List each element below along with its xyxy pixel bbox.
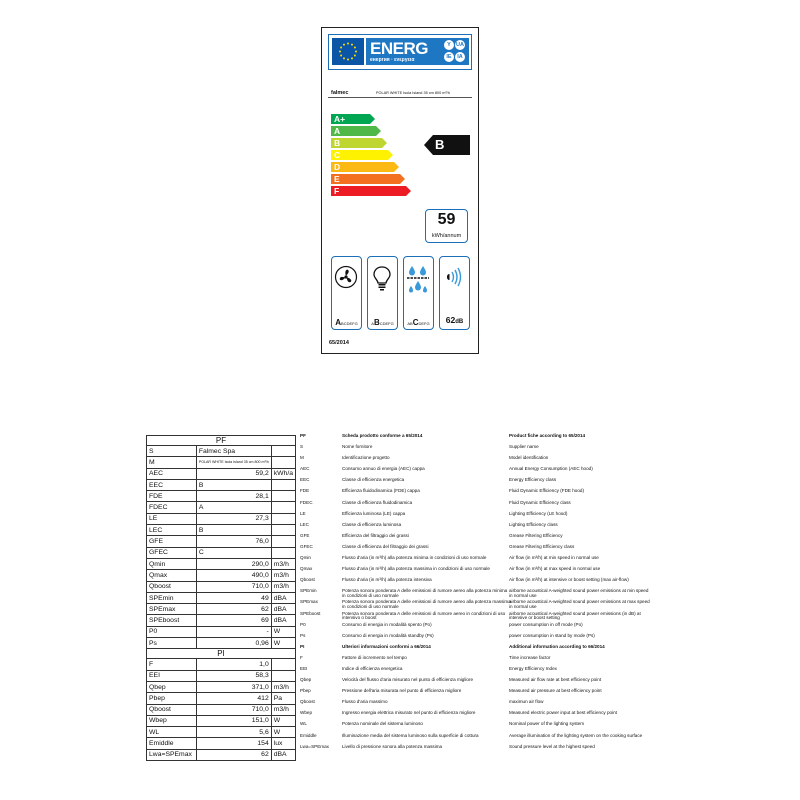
desc-english: Sound pressure level at the highest speed	[509, 743, 595, 749]
grease-filter-icon	[406, 265, 430, 295]
energy-label	[321, 27, 479, 354]
desc-italian: Consumo di energia in modalità spento (Po)	[342, 621, 432, 627]
table-row	[147, 659, 296, 670]
desc-key: Wbep	[300, 710, 313, 716]
desc-english: Annual Energy Consumption (AEC hood)	[509, 466, 593, 472]
description-header	[300, 433, 650, 444]
desc-italian: Consumo annuo di energia (AEC) cappa	[342, 466, 425, 472]
description-row	[300, 744, 650, 755]
param-key: GFEC	[147, 547, 197, 558]
desc-english: Lighting Efficiency (LE hood)	[509, 510, 568, 516]
param-unit	[271, 547, 295, 558]
table-row	[147, 615, 296, 626]
param-unit: W	[271, 727, 295, 738]
desc-italian: Indice di efficienza energetica	[342, 665, 403, 671]
param-value: Falmec Spa	[196, 446, 271, 457]
param-value: 710,0	[196, 704, 271, 715]
param-value: POLAR WHITE Isola Island 35 cm 800 m³/h	[196, 457, 271, 468]
param-value: 28,1	[196, 491, 271, 502]
param-key: EEI	[147, 670, 197, 681]
description-row	[300, 710, 650, 721]
scale-arrow-shape	[331, 150, 393, 160]
description-row	[300, 655, 650, 666]
desc-italian: Scheda prodotto conforme a 65/2014	[342, 433, 423, 438]
desc-key: SPEboost	[300, 610, 321, 616]
scale-arrow-label: E	[334, 174, 340, 184]
noise-icon	[442, 265, 466, 289]
scale-arrow-a	[331, 126, 381, 136]
lang-badge: IE	[444, 52, 454, 62]
desc-english: Measured electric power input at best efficiency point	[509, 710, 617, 716]
scale-rest: CDEFG	[379, 321, 394, 326]
description-row	[300, 733, 650, 744]
scale-prefix: A	[371, 321, 374, 326]
param-value: 710,0	[196, 581, 271, 592]
desc-key: SPEmin	[300, 588, 317, 594]
desc-italian: Classe di efficienza luminosa	[342, 521, 402, 527]
desc-italian: Ulteriori informazioni conformi a 66/2014	[342, 643, 431, 649]
param-key: FDEC	[147, 502, 197, 513]
table-row	[147, 749, 296, 760]
param-unit: dBA	[271, 592, 295, 603]
table-row	[147, 715, 296, 726]
description-row	[300, 721, 650, 732]
description-row	[300, 599, 650, 610]
scale-prefix: AB	[407, 321, 413, 326]
desc-english: Additional information according to 66/2014	[509, 643, 605, 649]
description-row	[300, 622, 650, 633]
noise-box	[439, 256, 470, 330]
desc-italian: Classe di efficienza del filtraggio dei grassi	[342, 543, 429, 549]
desc-italian: Classe di efficienza fluidodinamica	[342, 499, 413, 505]
desc-key: Emiddle	[300, 732, 317, 738]
param-unit: dBA	[271, 604, 295, 615]
param-unit: m3/h	[271, 681, 295, 692]
param-key: M	[147, 457, 197, 468]
param-value: 27,3	[196, 513, 271, 524]
desc-english: Nominal power of the lighting system	[509, 721, 585, 727]
desc-italian: Potenza sonora ponderata A delle emissioni di rumore aereo alla potenza massima in condizioni di uso normale	[342, 599, 511, 610]
model-name: POLAR WHITE Isola Island 35 cm 800 m³/h	[376, 91, 450, 95]
lang-badge: UA	[456, 42, 464, 48]
scale-arrow-d	[331, 162, 399, 172]
fluid-efficiency-class: A	[335, 318, 342, 327]
desc-italian: Velocità del flusso d'aria misurato nel punto di efficienza migliore	[342, 677, 474, 683]
scale-arrow-label: B	[334, 138, 341, 148]
scale-arrow-label: F	[334, 186, 340, 196]
param-key: Ps	[147, 638, 197, 649]
description-row	[300, 588, 650, 599]
param-key: Lwa=SPEmax	[147, 749, 197, 760]
desc-english: Energy Efficiency class	[509, 477, 557, 483]
param-value: 154	[196, 738, 271, 749]
desc-english: Grease Filtering Efficiency class	[509, 543, 575, 549]
scale-arrow-shape	[331, 186, 411, 196]
table-section-header	[147, 649, 296, 659]
param-value: 1,0	[196, 659, 271, 670]
desc-key: GFEC	[300, 543, 313, 549]
scale-arrow-e	[331, 174, 405, 184]
lighting-efficiency-box	[367, 256, 398, 330]
desc-english: Lighting Efficiency class	[509, 521, 558, 527]
scale-arrow-aplus	[331, 114, 375, 124]
desc-english: airborne acoustical A-weighted sound power emissions (in dB) at intensive or boost setting	[509, 610, 641, 621]
scale-rest: DEFG	[418, 321, 430, 326]
table-row	[147, 547, 296, 558]
desc-english: Air flow (in m³/h) at max speed in normal use	[509, 566, 601, 572]
table-row	[147, 536, 296, 547]
desc-english: Product fiche according to 65/2014	[509, 433, 586, 438]
param-key: WL	[147, 727, 197, 738]
description-row	[300, 533, 650, 544]
scale-rest: BCDEFG	[341, 321, 358, 326]
desc-italian: Efficienza fluidodinamica (FDE) cappa	[342, 488, 420, 494]
scale-arrow-f	[331, 186, 411, 196]
desc-italian: Potenza nominale del sistema luminoso	[342, 721, 423, 727]
desc-italian: Efficienza luminosa (LE) cappa	[342, 510, 406, 516]
desc-key: SPEmax	[300, 599, 318, 605]
description-row	[300, 633, 650, 644]
table-row	[147, 693, 296, 704]
desc-english: power consumption in stand by mode (Ps)	[509, 632, 595, 638]
scale-arrow-label: A+	[334, 114, 346, 124]
table-row	[147, 491, 296, 502]
desc-english: maximun air flow	[509, 699, 544, 705]
desc-english: Supplier name	[509, 444, 539, 450]
brand-name: falmec	[331, 90, 349, 96]
param-unit	[271, 446, 295, 457]
desc-key: FDEC	[300, 499, 313, 505]
lang-badge: Y	[444, 40, 454, 50]
product-fiche-table	[146, 435, 296, 761]
energy-consumption-unit: kWh/annum	[431, 233, 462, 239]
table-row	[147, 670, 296, 681]
param-unit: m3/h	[271, 558, 295, 569]
param-value: 371,0	[196, 681, 271, 692]
scale-arrow-label: D	[334, 162, 341, 172]
section-title: PI	[147, 649, 296, 659]
energy-subtitle: енергия · ενεργεια	[370, 57, 415, 63]
param-value: 490,0	[196, 570, 271, 581]
table-row	[147, 604, 296, 615]
regulation-number: 65/2014	[329, 340, 349, 346]
light-bulb-icon	[370, 265, 394, 291]
desc-english: Energy Efficiency Index	[509, 665, 557, 671]
desc-key: S	[300, 444, 304, 450]
description-row	[300, 611, 650, 622]
desc-italian: Potenza sonora ponderata A delle emissioni di rumore aereo alla potenza minima in condizioni di uso normale	[342, 588, 508, 599]
desc-key: P0	[300, 621, 306, 627]
desc-key: PI	[300, 643, 305, 649]
description-row	[300, 444, 650, 455]
param-unit: lux	[271, 738, 295, 749]
desc-english: Time increase factor	[509, 654, 551, 660]
param-unit	[271, 659, 295, 670]
param-key: SPEmin	[147, 592, 197, 603]
param-key: EEC	[147, 479, 197, 490]
desc-english: Grease Filtering Efficiency	[509, 532, 563, 538]
table-row	[147, 738, 296, 749]
desc-italian: Potenza sonora ponderata A delle emissioni di rumore aereo in condizioni di uso intensivo o boost	[342, 610, 506, 621]
table-row	[147, 704, 296, 715]
param-key: S	[147, 446, 197, 457]
param-key: P0	[147, 626, 197, 637]
desc-key: EEC	[300, 477, 310, 483]
param-key: SPEmax	[147, 604, 197, 615]
desc-key: M	[300, 455, 304, 461]
desc-english: Average illumination of the lighting system on the cooking surface	[509, 732, 643, 738]
desc-key: Qbep	[300, 677, 312, 683]
param-key: Qbep	[147, 681, 197, 692]
param-key: LE	[147, 513, 197, 524]
desc-english: Model identification	[509, 455, 549, 461]
param-value: 290,0	[196, 558, 271, 569]
desc-english: power consumption in off mode (Po)	[509, 621, 583, 627]
param-unit	[271, 536, 295, 547]
param-value: 58,3	[196, 670, 271, 681]
param-unit: m3/h	[271, 704, 295, 715]
param-unit	[271, 502, 295, 513]
description-row	[300, 477, 650, 488]
lighting-efficiency-scale	[368, 318, 397, 327]
desc-key: PF	[300, 433, 306, 438]
desc-italian: Livello di pressione sonora alla potenza massima	[342, 743, 443, 749]
description-header	[300, 644, 650, 655]
param-unit: m3/h	[271, 581, 295, 592]
fluid-efficiency-box	[331, 256, 362, 330]
scale-arrow-shape	[331, 174, 405, 184]
desc-key: Qmax	[300, 566, 313, 572]
param-value: 412	[196, 693, 271, 704]
desc-italian: Flusso d'aria (in m³/h) alla potenza massima in condizioni di uso normale	[342, 566, 490, 572]
description-row	[300, 522, 650, 533]
param-unit: W	[271, 638, 295, 649]
desc-key: FDE	[300, 488, 310, 494]
param-unit	[271, 670, 295, 681]
scale-arrow-label: A	[334, 126, 341, 136]
param-value: 62	[196, 604, 271, 615]
param-value: 76,0	[196, 536, 271, 547]
noise-value: 62	[445, 315, 456, 325]
param-value: A	[196, 502, 271, 513]
desc-italian: Flusso d'aria (in m³/h) alla potenza intensiva	[342, 577, 432, 583]
desc-key: Qboost	[300, 699, 315, 705]
scale-arrow-label: C	[334, 150, 341, 160]
noise-level	[440, 315, 469, 325]
noise-unit: dB	[455, 319, 464, 325]
energy-consumption-box	[425, 209, 468, 243]
lang-badge: IA	[455, 52, 465, 62]
param-unit: m3/h	[271, 570, 295, 581]
description-row	[300, 544, 650, 555]
param-key: Qboost	[147, 704, 197, 715]
param-unit	[271, 513, 295, 524]
table-row	[147, 581, 296, 592]
grease-filter-class: C	[412, 318, 419, 327]
description-row	[300, 555, 650, 566]
param-key: Qmin	[147, 558, 197, 569]
desc-key: Lwa=SPEmax	[300, 743, 329, 749]
fluid-efficiency-scale	[332, 318, 361, 327]
param-key: LEC	[147, 525, 197, 536]
desc-key: LE	[300, 510, 306, 516]
param-unit	[271, 525, 295, 536]
desc-english: Fluid Dynamic Efficiency (FDE hood)	[509, 488, 584, 494]
description-row	[300, 699, 650, 710]
desc-english: airborne acoustical A-weighted sound power emissions at max speed in normal use	[509, 599, 650, 610]
energy-consumption-value: 59	[437, 211, 456, 228]
description-row	[300, 500, 650, 511]
desc-italian: Consumo di energia in modalità standby (Ps)	[342, 632, 434, 638]
section-title: PF	[147, 436, 296, 446]
param-value: 0,96	[196, 638, 271, 649]
desc-english: Air flow (in m³/h) at intensive or boost setting (max air-flow)	[509, 577, 629, 583]
param-key: Qboost	[147, 581, 197, 592]
param-key: GFE	[147, 536, 197, 547]
energy-label-header	[328, 34, 472, 70]
desc-english: Air flow (in m³/h) at min speed in normal use	[509, 555, 599, 561]
desc-key: Pbep	[300, 688, 311, 694]
desc-key: WL	[300, 721, 307, 727]
table-row	[147, 626, 296, 637]
param-key: Emiddle	[147, 738, 197, 749]
description-row	[300, 488, 650, 499]
energy-word: ENERG	[370, 39, 428, 58]
table-row	[147, 727, 296, 738]
param-key: Qmax	[147, 570, 197, 581]
param-value: -	[196, 626, 271, 637]
desc-italian: Pressione dell'aria misurata nel punto di efficienza migliore	[342, 688, 462, 694]
fan-icon	[334, 265, 358, 289]
scale-arrow-b	[331, 138, 387, 148]
desc-italian: Identificazione progetto	[342, 455, 390, 461]
description-row	[300, 466, 650, 477]
eu-flag-icon	[332, 38, 364, 65]
table-row	[147, 457, 296, 468]
divider	[328, 97, 472, 98]
desc-key: F	[300, 654, 303, 660]
param-value: 151,0	[196, 715, 271, 726]
scale-arrow-shape	[331, 162, 399, 172]
table-section-header	[147, 436, 296, 446]
lighting-efficiency-class: B	[373, 318, 380, 327]
desc-key: LEC	[300, 521, 309, 527]
energy-class-letter: B	[435, 137, 445, 152]
table-row	[147, 525, 296, 536]
param-key: SPEboost	[147, 615, 197, 626]
table-row	[147, 558, 296, 569]
energy-title-band	[366, 38, 469, 65]
param-key: F	[147, 659, 197, 670]
param-value: C	[196, 547, 271, 558]
table-row	[147, 570, 296, 581]
description-row	[300, 688, 650, 699]
param-value: B	[196, 479, 271, 490]
desc-italian: Flusso d'aria massimo	[342, 699, 388, 705]
param-value: 69	[196, 615, 271, 626]
table-row	[147, 468, 296, 479]
desc-italian: Nome fornitore	[342, 444, 373, 450]
desc-italian: Efficienza del filtraggio dei grassi	[342, 532, 409, 538]
table-row	[147, 446, 296, 457]
description-row	[300, 455, 650, 466]
description-row	[300, 511, 650, 522]
param-key: AEC	[147, 468, 197, 479]
table-row	[147, 592, 296, 603]
param-unit: Pa	[271, 693, 295, 704]
param-value: 5,6	[196, 727, 271, 738]
desc-italian: Illuminazione media del sistema luminoso sulla superficie di cottura	[342, 732, 479, 738]
desc-english: airborne acoustical A-weighted sound power emissions at min speed in normal use	[509, 588, 649, 599]
desc-key: AEC	[300, 466, 310, 472]
grease-filter-scale	[404, 318, 433, 327]
table-row	[147, 502, 296, 513]
param-value: B	[196, 525, 271, 536]
param-unit	[271, 457, 295, 468]
desc-key: EEI	[300, 665, 308, 671]
param-key: Pbep	[147, 693, 197, 704]
desc-english: Fluid Dynamic Efficiency class	[509, 499, 571, 505]
param-unit: dBA	[271, 615, 295, 626]
desc-italian: Classe di efficienza energetica	[342, 477, 405, 483]
param-value: 62	[196, 749, 271, 760]
desc-english: Measured air flow rate at best efficiency point	[509, 677, 602, 683]
desc-italian: Ingresso energia elettrica misurato nel punto di efficienza migliore	[342, 710, 476, 716]
param-unit	[271, 491, 295, 502]
param-unit: W	[271, 626, 295, 637]
desc-italian: Fattore di incremento nel tempo	[342, 654, 407, 660]
scale-arrow-c	[331, 150, 393, 160]
param-key: Wbep	[147, 715, 197, 726]
desc-key: GFE	[300, 532, 310, 538]
table-row	[147, 638, 296, 649]
desc-italian: Flusso d'aria (in m³/h) alla potenza minima in condizioni di uso normale	[342, 555, 487, 561]
desc-key: Qboost	[300, 577, 315, 583]
param-unit	[271, 479, 295, 490]
description-row	[300, 666, 650, 677]
param-unit: kWh/a	[271, 468, 295, 479]
desc-key: Qmin	[300, 555, 311, 561]
table-row	[147, 681, 296, 692]
description-row	[300, 677, 650, 688]
table-row	[147, 513, 296, 524]
param-key: FDE	[147, 491, 197, 502]
param-value: 49	[196, 592, 271, 603]
table-row	[147, 479, 296, 490]
desc-key: Ps	[300, 632, 306, 638]
energy-class-indicator	[424, 135, 470, 155]
param-value: 59,2	[196, 468, 271, 479]
description-row	[300, 566, 650, 577]
param-unit: W	[271, 715, 295, 726]
description-row	[300, 577, 650, 588]
desc-english: Measured air pressure at best efficiency point	[509, 688, 602, 694]
grease-filter-box	[403, 256, 434, 330]
description-table	[300, 433, 650, 755]
param-unit: dBA	[271, 749, 295, 760]
